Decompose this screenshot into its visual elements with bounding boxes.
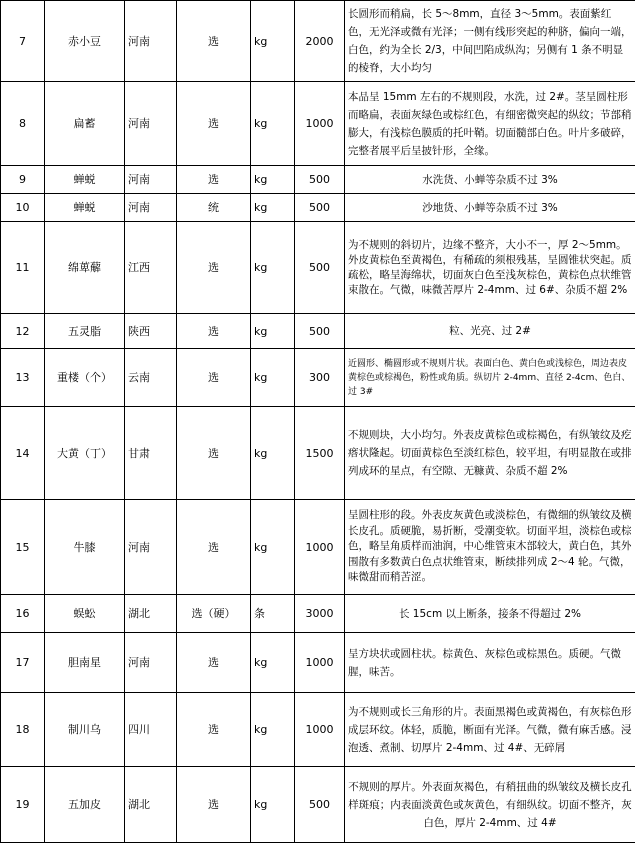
herb-name: 五灵脂 (45, 314, 125, 349)
table-row (1, 767, 635, 843)
herb-unit: kg (251, 194, 295, 222)
herb-name: 蝉蜕 (45, 194, 125, 222)
row-number: 17 (1, 633, 45, 693)
herb-name: 重楼（个） (45, 349, 125, 407)
row-number: 10 (1, 194, 45, 222)
herb-unit: kg (251, 693, 295, 767)
herb-grade: 选 (177, 82, 251, 166)
herb-qty: 1000 (295, 693, 345, 767)
herb-name: 蜈蚣 (45, 595, 125, 633)
herb-grade: 选 (177, 349, 251, 407)
table-row (1, 407, 635, 500)
herb-spec-text: 为不规则的斜切片，边缘不整齐，大小不一，厚 2～5mm。外皮黄棕色至黄褐色，有稀疏的须根残基，呈圆锥状突起。质疏松，略呈海绵状，切面灰白色至浅灰棕色，黄棕色点状维管束散在。气微，味微苦厚片 2-4mm、过 6#、杂质不超 2% (348, 238, 632, 298)
herb-spec-text: 不规则的厚片。外表面灰褐色，有稍扭曲的纵皱纹及横长皮孔样斑痕；内表面淡黄色或灰黄色，有细纵纹。切面不整齐，灰白色，厚片 2-4mm、过 4# (348, 778, 632, 832)
herb-unit: kg (251, 166, 295, 194)
herb-spec (345, 1, 635, 82)
herb-name: 蝉蜕 (45, 166, 125, 194)
herb-qty: 1000 (295, 633, 345, 693)
row-number: 18 (1, 693, 45, 767)
herb-unit: kg (251, 500, 295, 595)
herb-name: 赤小豆 (45, 1, 125, 82)
table-row (1, 222, 635, 314)
row-number: 12 (1, 314, 45, 349)
table-row (1, 1, 635, 82)
table-row (1, 500, 635, 595)
herb-origin: 湖北 (125, 595, 177, 633)
herb-unit: kg (251, 222, 295, 314)
herb-name: 五加皮 (45, 767, 125, 843)
herb-spec-text: 本品呈 15mm 左右的不规则段，水洗，过 2#。茎呈圆柱形而略扁，表面灰绿色或棕红色，有细密微突起的纵纹；节部稍膨大，有浅棕色膜质的托叶鞘。切面髓部白色。叶片多破碎，完整者展平后呈披针形，全缘。 (348, 88, 632, 160)
herb-qty: 500 (295, 222, 345, 314)
herb-name: 大黄（丁） (45, 407, 125, 500)
row-number: 8 (1, 82, 45, 166)
herb-unit: kg (251, 314, 295, 349)
herb-spec (345, 693, 635, 767)
table-row (1, 349, 635, 407)
herb-grade: 选 (177, 767, 251, 843)
herb-spec-text: 长圆形而稍扁，长 5～8mm，直径 3～5mm。表面紫红色，无光泽或微有光泽；一侧有线形突起的种脐，偏向一端，白色，约为全长 2/3，中间凹陷成纵沟；另侧有 1 条不明显的棱脊，大小均匀 (348, 5, 632, 77)
herb-origin: 河南 (125, 166, 177, 194)
herb-qty: 1500 (295, 407, 345, 500)
herb-qty: 500 (295, 166, 345, 194)
herb-name: 扁蓄 (45, 82, 125, 166)
herb-grade: 选 (177, 222, 251, 314)
herb-name: 制川乌 (45, 693, 125, 767)
row-number: 15 (1, 500, 45, 595)
herb-name: 绵萆薢 (45, 222, 125, 314)
row-number: 16 (1, 595, 45, 633)
herb-grade: 统 (177, 194, 251, 222)
table-row (1, 194, 635, 222)
herb-origin: 河南 (125, 82, 177, 166)
herb-unit: kg (251, 1, 295, 82)
herb-origin: 云南 (125, 349, 177, 407)
herb-unit: 条 (251, 595, 295, 633)
herb-grade: 选 (177, 166, 251, 194)
herb-origin: 河南 (125, 633, 177, 693)
herb-qty: 1000 (295, 500, 345, 595)
herb-spec-text: 不规则块，大小均匀。外表皮黄棕色或棕褐色，有纵皱纹及疙瘩状隆起。切面黄棕色至淡红棕色，较平坦，有明显散在或排列成环的星点，有空隙、无糠黄、杂质不超 2% (348, 426, 632, 480)
herb-spec: 沙地货、小蝉等杂质不过 3% (345, 194, 635, 222)
herb-grade: 选 (177, 693, 251, 767)
herb-spec-text: 呈圆柱形的段。外表皮灰黄色或淡棕色，有微细的纵皱纹及横长皮孔。质硬脆，易折断，受潮变软。切面平坦，淡棕色或棕色，略呈角质样而油润，中心维管束木部较大，黄白色，其外围散有多数黄白色点状维管束，断续排列成 2～4 轮。气微，味微甜而稍苦涩。 (348, 508, 632, 586)
herb-origin: 四川 (125, 693, 177, 767)
herb-qty: 3000 (295, 595, 345, 633)
herb-unit: kg (251, 82, 295, 166)
herb-spec (345, 349, 635, 407)
herb-unit: kg (251, 349, 295, 407)
row-number: 9 (1, 166, 45, 194)
row-number: 19 (1, 767, 45, 843)
table-row (1, 693, 635, 767)
herb-qty: 300 (295, 349, 345, 407)
table-row (1, 82, 635, 166)
herb-spec (345, 222, 635, 314)
herb-name: 胆南星 (45, 633, 125, 693)
row-number: 7 (1, 1, 45, 82)
row-number: 14 (1, 407, 45, 500)
herb-origin: 江西 (125, 222, 177, 314)
herb-spec: 长 15cm 以上断条，接条不得超过 2% (345, 595, 635, 633)
herb-grade: 选 (177, 407, 251, 500)
herb-spec-text: 近圆形、椭圆形或不规则片状。表面白色、黄白色或浅棕色，周边表皮黄棕色或棕褐色，粉性或角质。纵切片 2-4mm、直径 2-4cm、色白、过 3# (348, 357, 632, 399)
table-row (1, 633, 635, 693)
herb-qty: 2000 (295, 1, 345, 82)
herb-spec (345, 500, 635, 595)
herb-unit: kg (251, 407, 295, 500)
herb-origin: 河南 (125, 500, 177, 595)
table-row (1, 314, 635, 349)
herb-spec (345, 767, 635, 843)
herb-origin: 甘肃 (125, 407, 177, 500)
herb-name: 牛膝 (45, 500, 125, 595)
herb-spec: 水洗货、小蝉等杂质不过 3% (345, 166, 635, 194)
herb-qty: 500 (295, 767, 345, 843)
herb-grade: 选 (177, 633, 251, 693)
herb-qty: 500 (295, 194, 345, 222)
herb-grade: 选 (177, 1, 251, 82)
herb-spec: 粒、光亮、过 2# (345, 314, 635, 349)
table-row (1, 595, 635, 633)
herb-grade: 选 (177, 314, 251, 349)
herb-unit: kg (251, 767, 295, 843)
row-number: 13 (1, 349, 45, 407)
herb-origin: 陕西 (125, 314, 177, 349)
herb-grade: 选（硬） (177, 595, 251, 633)
row-number: 11 (1, 222, 45, 314)
herb-spec (345, 407, 635, 500)
herb-unit: kg (251, 633, 295, 693)
herb-spec (345, 82, 635, 166)
herb-qty: 1000 (295, 82, 345, 166)
herb-qty: 500 (295, 314, 345, 349)
herb-origin: 河南 (125, 1, 177, 82)
herb-grade: 选 (177, 500, 251, 595)
herb-spec: 呈方块状或圆柱状。棕黄色、灰棕色或棕黑色。质硬。气微腥，味苦。 (345, 633, 635, 693)
herb-origin: 湖北 (125, 767, 177, 843)
table-row (1, 166, 635, 194)
herb-spec-text: 为不规则或长三角形的片。表面黑褐色或黄褐色，有灰棕色形成层环纹。体轻，质脆，断面有光泽。气微，微有麻舌感。浸泡透、煮制、切厚片 2-4mm、过 4#、无碎屑 (348, 703, 632, 757)
herb-origin: 河南 (125, 194, 177, 222)
